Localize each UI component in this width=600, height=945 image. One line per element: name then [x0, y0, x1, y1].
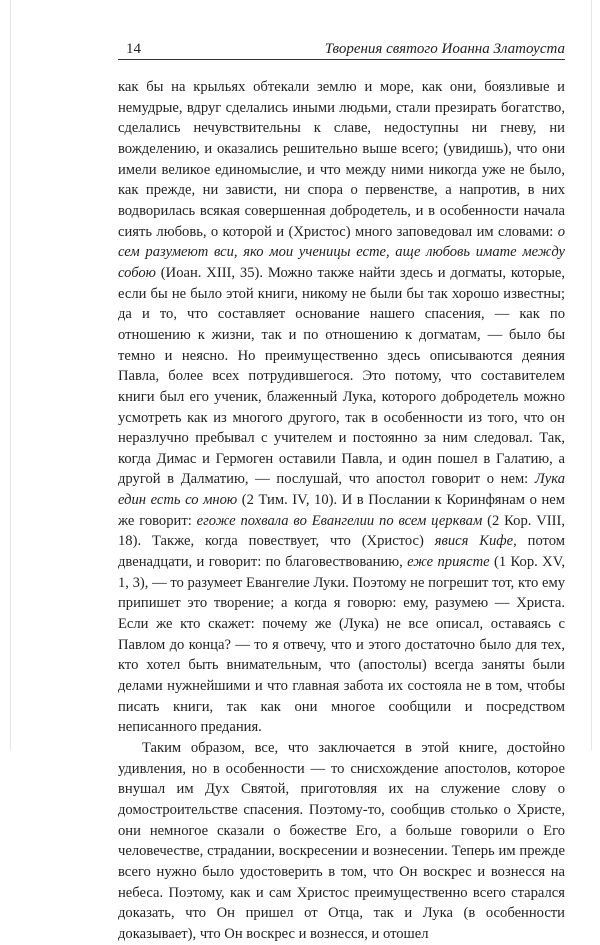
- body-text: [118, 77, 565, 945]
- scripture-quote: Лука един есть со мною: [118, 471, 565, 509]
- book-page: [10, 0, 592, 942]
- text-segment: (2 Кор. VIII, 18). Также, когда повествует, что (Христос): [118, 512, 566, 550]
- text-segment: Таким образом, все, что заключается в этой книге, достойно удивления, но в особенности — то снисхождение апостолов, которое внушал им Дух Святой, приготовляя их на служение слову о домостроительстве спасения. Поэтому-то, сообщив столько о Христе, они немногое сказали о божестве Его, а больше говорили о Его человечестве, страдании, воскресении и вознесении. Теперь им прежде всего нужно было удостоверить в том, что Он воскрес и вознесся на небеса. Поэтому, как и сам Христос преимущественно всего старался доказать, что Он пришел от Отца, так и Лука (в особенности доказывает), что Он воскрес и вознесся, и отошел: [118, 740, 565, 942]
- scripture-quote: еже приясте: [407, 554, 490, 571]
- scripture-quote: о сем разумеют вси, яко мои ученицы есте, аще любовь имате между собою: [118, 223, 565, 281]
- scripture-quote: егоже похвала во Евангелии по всем церквам: [196, 512, 483, 529]
- scripture-quote: явися Кифе,: [434, 533, 517, 550]
- text-segment: (2 Тим. IV, 10). И в Послании к Коринфянам о нем же говорит:: [118, 492, 565, 529]
- paragraph-1: [118, 77, 565, 738]
- text-segment: потом двенадцати, и говорит: по благовествованию,: [118, 533, 565, 571]
- running-title: Творения святого Иоанна Златоуста: [324, 41, 565, 57]
- text-segment: (1 Кор. XV, 1, 3), — то разумеет Евангелие Луки. Поэтому не погрешит тот, кто ему припишет это творение; а когда я говорю: ему, разумею — Христа. Если же кто скажет: почему же (Лука) не все описал, оставаясь с Павлом до конца? — то я отвечу, что и этого достаточно было для тех, кто хотел быть внимательным, что (апостолы) всегда заняты были делами нужнейшими и что главная забота их состояла не в том, чтобы писать книги, так как они многое сообщили и посредством неписанного предания.: [118, 554, 566, 736]
- text-segment: как бы на крыльях обтекали землю и море, как они, боязливые и немудрые, вдруг сделались иными людьми, стали презирать богатство, сделались нечувствительны к славе, недоступны ни гневу, ни вожделению, и оказались решительно выше всего; (увидишь), что они имели великое единомыслие, и что между ними никогда уже не было, как прежде, ни зависти, ни спора о первенстве, а напротив, в них водворилась всякая совершенная добродетель, и в особенности начала сиять любовь, о которой и (Христос) много заповедовал им словами:: [118, 79, 565, 240]
- page-number: 14: [126, 41, 141, 57]
- paragraph-2: [118, 738, 565, 945]
- text-segment: (Иоан. XIII, 35). Можно также найти здесь и догматы, которые, если бы не было этой книги, никому не были бы так хорошо известны; да и то, что составляет основание нашего спасения, — как по отношению к жизни, так и по отношению к догматам, — было бы темно и неясно. Но преимущественно здесь описываются деяния Павла, более всех потрудившегося. Это потому, что составителем книги был его ученик, блаженный Лука, которого добродетель можно усмотреть как из многого другого, так в особенности из того, что он неразлучно пребывал с учителем и постоянно за ним следовал. Так, когда Димас и Гермоген оставили Павла, и один пошел в Галатию, а другой в Далматию, — послушай, что апостол говорит о нем:: [118, 264, 565, 488]
- page-header: [118, 35, 565, 60]
